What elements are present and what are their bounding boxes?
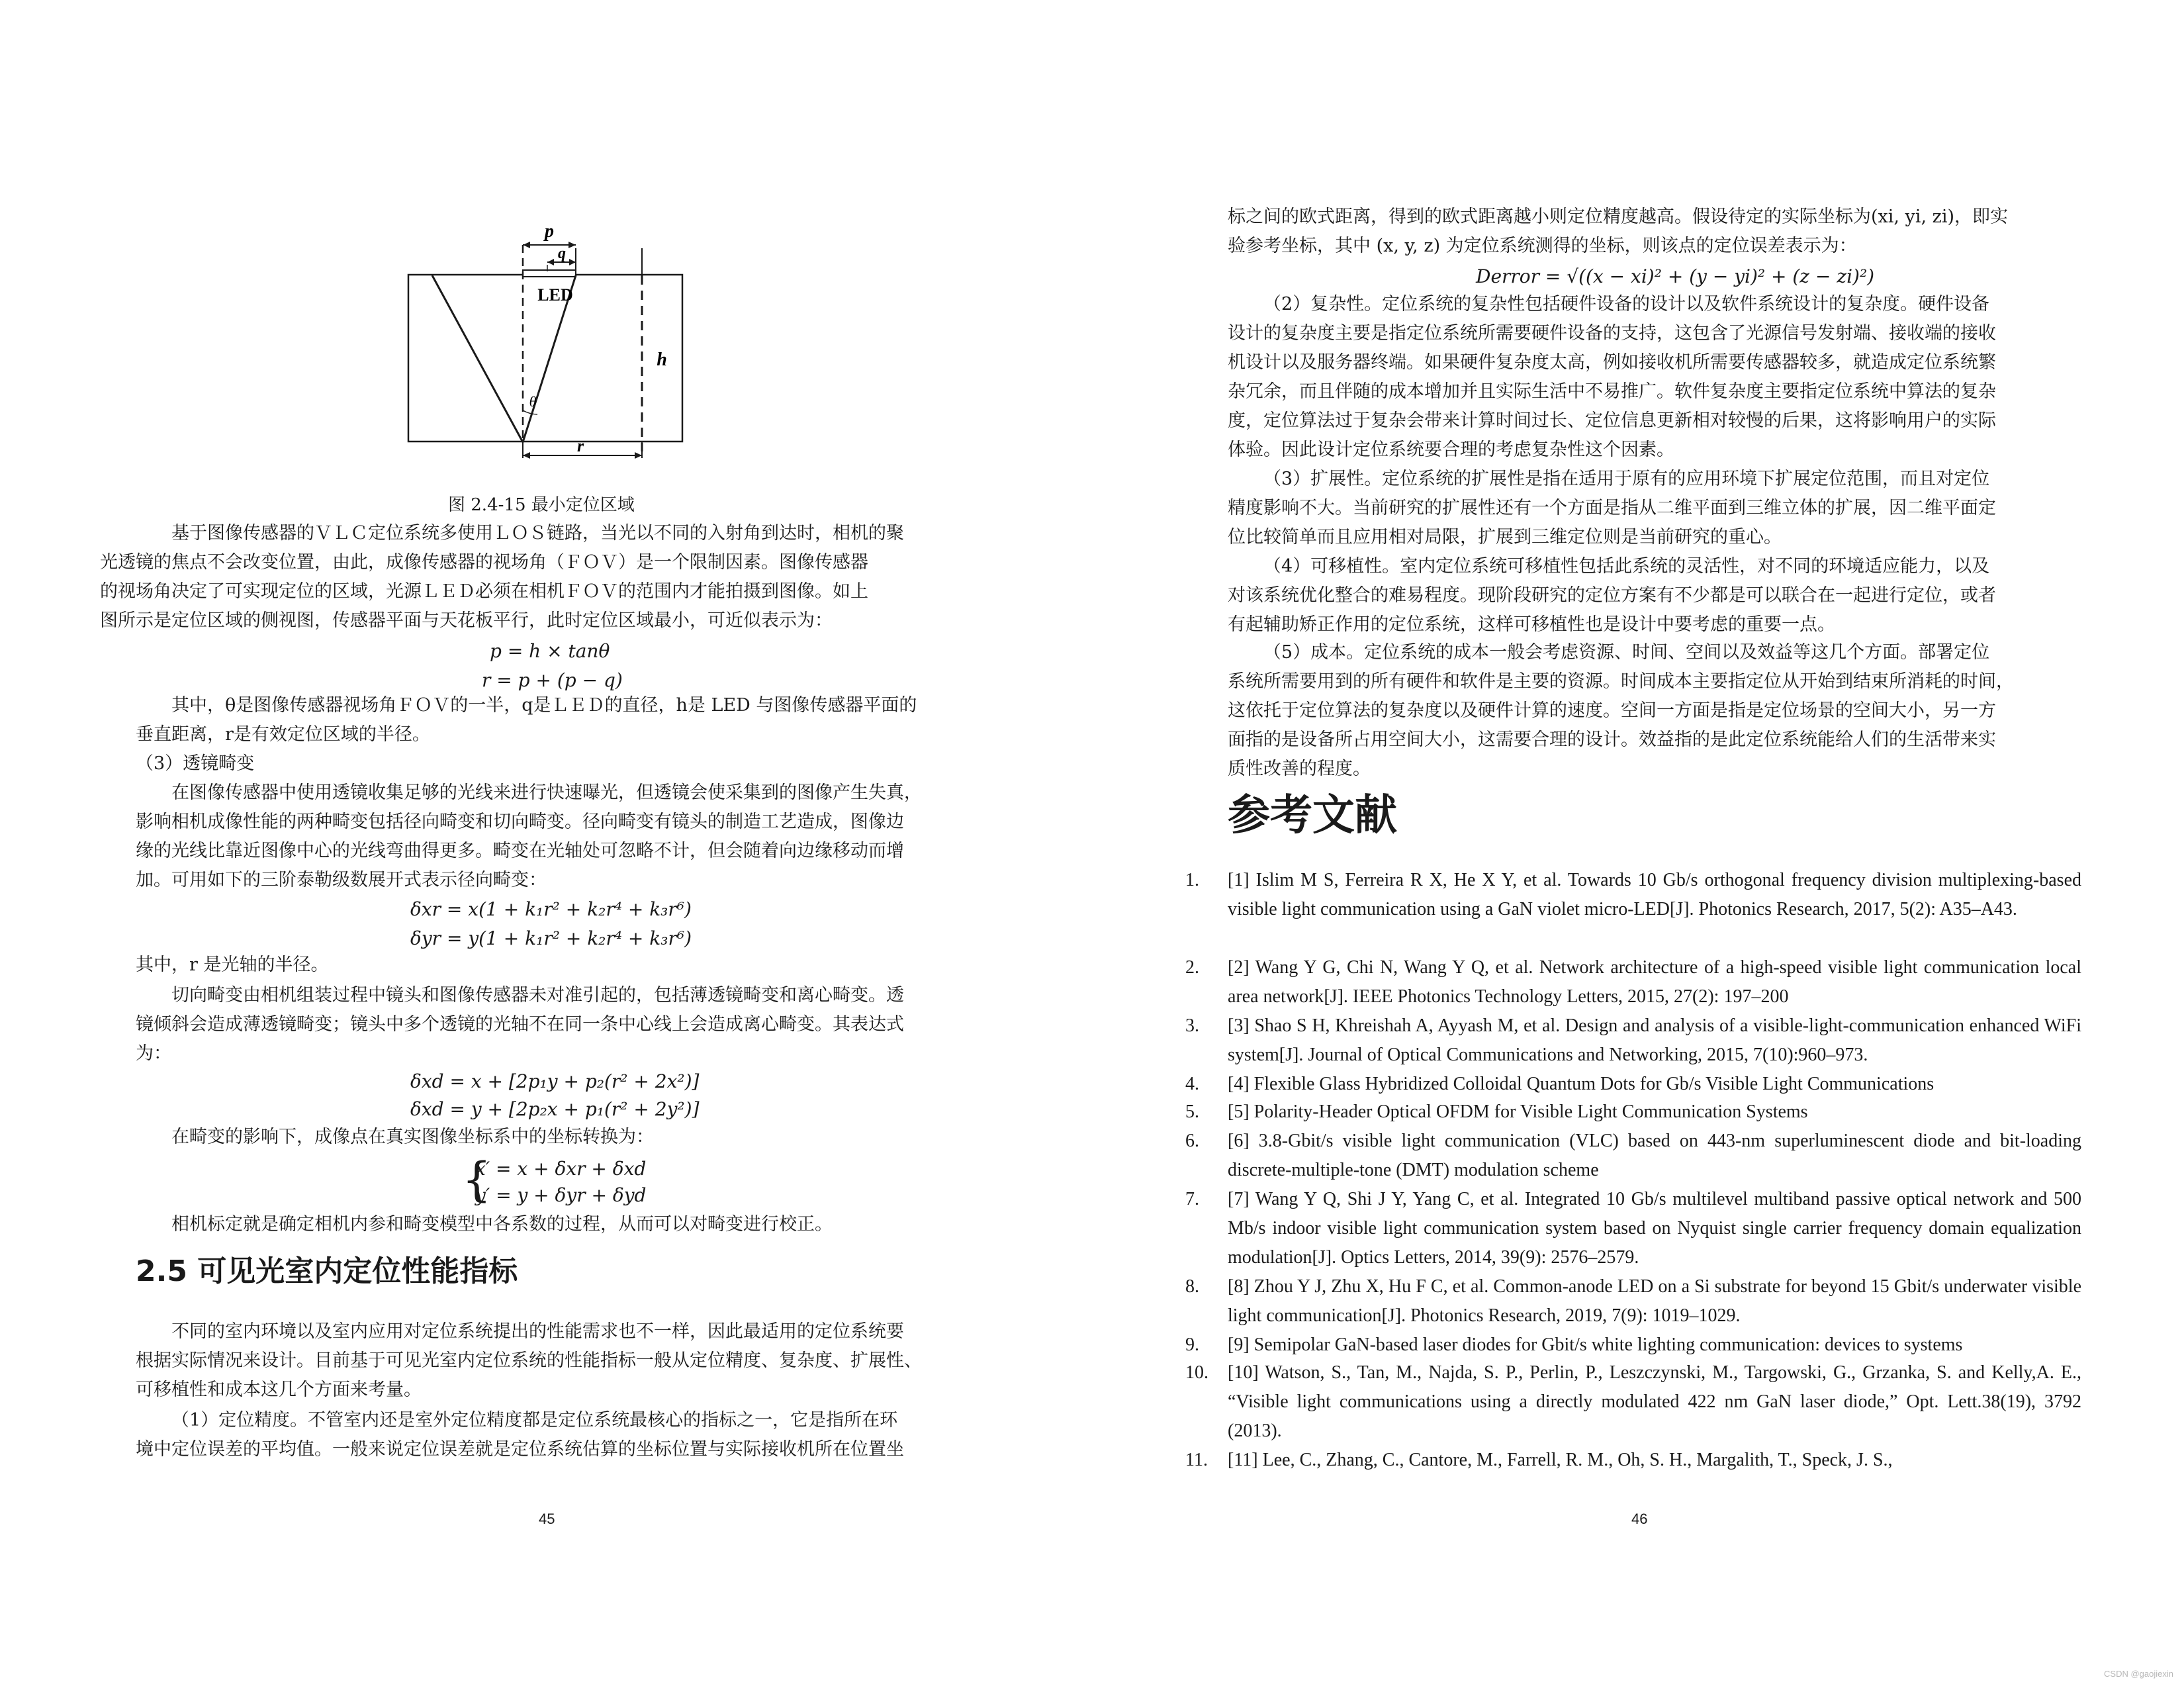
reference-item — [1185, 1098, 2081, 1127]
label-theta: θ — [529, 393, 537, 410]
equation-error: Derror = √((x − xi)² + (y − yi)² + (z − zi)²) — [1476, 265, 1875, 287]
reference-text: [4] Flexible Glass Hybridized Colloidal Quantum Dots for Gb/s Visible Light Communications — [1228, 1074, 1934, 1094]
reference-number: 6. — [1185, 1131, 1199, 1151]
paragraph: 不同的室内环境以及室内应用对定位系统提出的性能需求也不一样，因此最适用的定位系统要 根据实际情况来设计。目前基于可见光室内定位系统的性能指标一般从定位精度、复杂度、扩展性、 可移植性和成本这几个方面来考量。 — [136, 1321, 922, 1400]
paragraph: （2）复杂性。定位系统的复杂性包括硬件设备的设计以及软件系统设计的复杂度。硬件设备 设计的复杂度主要是指定位系统所需要硬件设备的支持，这包含了光源信号发射端、接收端的接收 机设计以及服务器终端。如果硬件复杂度太高，例如接收机所需要传感器较多，就造成定位系统繁 杂冗余，而且伴随的成本增加并且实际生活中不易推广。软件复杂度主要指定位系统中算法的复杂 度，定位算法过于复杂会带来计算时间过长、定位信息更新相对较慢的后果，这将影响用户的实际 体验。因此设计定位系统要合理的考虑复杂性这个因素。 — [1228, 294, 1996, 460]
reference-item — [1185, 866, 2081, 924]
label-h: h — [657, 350, 667, 370]
reference-item — [1185, 1011, 2081, 1070]
reference-number: 5. — [1185, 1102, 1199, 1122]
references-heading: 参考文献 — [1228, 791, 1397, 840]
reference-text: [11] Lee, C., Zhang, C., Cantore, M., Farrell, R. M., Oh, S. H., Margalith, T., Speck, J. S., — [1228, 1450, 1893, 1470]
label-led: LED — [537, 285, 573, 305]
paragraph: （4）可移植性。室内定位系统可移植性包括此系统的灵活性，对不同的环境适应能力，以及 对该系统优化整合的难易程度。现阶段研究的定位方案有不少都是可以联合在一起进行定位，或者 有起辅助矫正作用的定位系统，这样可移植性也是设计中要考虑的重要一点。 — [1228, 556, 1996, 635]
reference-text: [3] Shao S H, Khreishah A, Ayyash M, et al. Design and analysis of a visible-light-communication enhanced WiFi system[J]. Journal of Optical Communications and Networking, 2015, 7(10):960–973. — [1228, 1015, 2081, 1065]
reference-number: 11. — [1185, 1450, 1208, 1470]
equation-r: r = p + (p − q) — [482, 669, 623, 691]
reference-number: 8. — [1185, 1276, 1199, 1297]
equation-tangential-x: δxd = x + [2p₁y + p₂(r² + 2x²)] — [410, 1070, 700, 1092]
reference-text: [2] Wang Y G, Chi N, Wang Y Q, et al. Network architecture of a high-speed visible light communication local area network[J]. IEEE Photonics Technology Letters, 2015, 27(2): 197–200 — [1228, 957, 2081, 1007]
brace: { — [462, 1152, 492, 1207]
paragraph: 在畸变的影响下，成像点在真实图像坐标系中的坐标转换为： — [171, 1127, 654, 1147]
reference-number: 4. — [1185, 1074, 1199, 1094]
equation-transform-y: y′ = y + δyr + δyd — [475, 1184, 647, 1206]
paragraph: （5）成本。定位系统的成本一般会考虑资源、时间、空间以及效益等这几个方面。部署定位 系统所需要用到的所有硬件和软件是主要的资源。时间成本主要指定位从开始到结束所消耗的时间， 这依托于定位算法的复杂度以及硬件计算的速度。空间一方面是指是定位场景的空间大小，另一方 面指的是设备所占用空间大小，这需要合理的设计。效益指的是此定位系统能给人们的生活带来实 质性改善的程度。 — [1228, 642, 2014, 779]
reference-text: [10] Watson, S., Tan, M., Najda, S. P., Perlin, P., Leszczynski, M., Targowski, G., Grzanka, S. and Kelly,A. E., “Visible light communications using a directly modulated 422 nm GaN laser diode,” Opt. Lett.38(19), 3792 (2013). — [1228, 1362, 2081, 1441]
reference-item — [1185, 1127, 2081, 1185]
equation-p: p = h × tanθ — [490, 640, 610, 662]
paragraph: 切向畸变由相机组装过程中镜头和图像传感器未对准引起的，包括薄透镜畸变和离心畸变。透 镜倾斜会造成薄透镜畸变；镜头中多个透镜的光轴不在同一条中心线上会造成离心畸变。其表达式 为： — [136, 985, 904, 1064]
reference-text: [1] Islim M S, Ferreira R X, He X Y, et al. Towards 10 Gb/s orthogonal frequency division multiplexing-based visible light communication using a GaN violet micro-LED[J]. Photonics Research, 2017, 5(2): A35–A43. — [1228, 870, 2081, 919]
reference-text: [5] Polarity-Header Optical OFDM for Visible Light Communication Systems — [1228, 1102, 1808, 1122]
paragraph: 相机标定就是确定相机内参和畸变模型中各系数的过程，从而可以对畸变进行校正。 — [171, 1214, 833, 1235]
minimum-positioning-area-figure — [407, 218, 685, 470]
reference-number: 3. — [1185, 1015, 1199, 1036]
reference-text: [7] Wang Y Q, Shi J Y, Yang C, et al. Integrated 10 Gb/s multilevel multiband passive optical network and 500 Mb/s indoor visible light communication system based on Nyquist single carrier frequency domain equalization modulation[J]. Optics Letters, 2014, 39(9): 2576–2579. — [1228, 1189, 2081, 1268]
section-heading: 2.5 可见光室内定位性能指标 — [136, 1254, 518, 1288]
label-r: r — [576, 436, 584, 455]
label-q: q — [558, 245, 566, 262]
equation-radial-y: δyr = y(1 + k₁r² + k₂r⁴ + k₃r⁶) — [410, 927, 692, 949]
reference-item — [1185, 1358, 2081, 1446]
reference-item — [1185, 1446, 2081, 1475]
reference-number: 2. — [1185, 957, 1199, 978]
figure-caption: 图 2.4-15 最小定位区域 — [448, 495, 635, 515]
reference-item — [1185, 953, 2081, 1011]
paragraph: 其中，θ是图像传感器视场角ＦＯＶ的一半，q是ＬＥＤ的直径，h是 LED 与图像传感器平面的 垂直距离，r是有效定位区域的半径。 — [136, 695, 917, 745]
watermark: CSDN @gaojiexin — [2104, 1669, 2173, 1679]
paragraph: 基于图像传感器的ＶＬＣ定位系统多使用ＬＯＳ链路，当光以不同的入射角到达时，相机的聚 光透镜的焦点不会改变位置，由此，成像传感器的视场角（ＦＯＶ）是一个限制因素。图像传感器 的视场角决定了可实现定位的区域，光源ＬＥＤ必须在相机ＦＯＶ的范围内才能拍摄到图像。如上 图所示是定位区域的侧视图，传感器平面与天花板平行，此时定位区域最小，可近似表示为： — [100, 523, 904, 631]
page-number: 46 — [1631, 1511, 1648, 1527]
reference-text: [8] Zhou Y J, Zhu X, Hu F C, et al. Common-anode LED on a Si substrate for beyond 15 Gbit/s underwater visible light communication[J]. Photonics Research, 2019, 7(9): 1019–1029. — [1228, 1276, 2081, 1326]
reference-text: [6] 3.8-Gbit/s visible light communication (VLC) based on 443-nm superluminescent diode and bit-loading discrete-multiple-tone (DMT) modulation scheme — [1228, 1131, 2081, 1180]
equation-tangential-y: δxd = y + [2p₂x + p₁(r² + 2y²)] — [410, 1098, 700, 1120]
equation-radial-x: δxr = x(1 + k₁r² + k₂r⁴ + k₃r⁶) — [410, 898, 692, 920]
paragraph: 在图像传感器中使用透镜收集足够的光线来进行快速曝光，但透镜会使采集到的图像产生失真， 影响相机成像性能的两种畸变包括径向畸变和切向畸变。径向畸变有镜头的制造工艺造成，图像边 缘的光线比靠近图像中心的光线弯曲得更多。畸变在光轴处可忽略不计，但会随着向边缘移动而增 加。可用如下的三阶泰勒级数展开式表示径向畸变： — [136, 782, 922, 890]
paragraph: （1）定位精度。不管室内还是室外定位精度都是定位系统最核心的指标之一，它是指所在环 境中定位误差的平均值。一般来说定位误差就是定位系统估算的坐标位置与实际接收机所在位置坐 — [136, 1410, 904, 1460]
reference-item — [1185, 1070, 2081, 1099]
subheading-lens-distortion: （3）透镜畸变 — [136, 753, 255, 774]
paragraph: 其中，r 是光轴的半径。 — [136, 955, 329, 975]
paragraph: （3）扩展性。定位系统的扩展性是指在适用于原有的应用环境下扩展定位范围，而且对定位 精度影响不大。当前研究的扩展性还有一个方面是指从二维平面到三维立体的扩展，因二维平面定 位比较简单而且应用相对局限，扩展到三维定位则是当前研究的重心。 — [1228, 469, 1996, 547]
page-number: 45 — [539, 1511, 555, 1527]
equation-transform-x: x′ = x + δxr + δxd — [475, 1158, 647, 1180]
reference-number: 10. — [1185, 1362, 1208, 1383]
label-p: p — [545, 221, 554, 242]
reference-number: 1. — [1185, 870, 1199, 890]
reference-item — [1185, 1331, 2081, 1360]
paragraph: 标之间的欧式距离，得到的欧式距离越小则定位精度越高。假设待定的实际坐标为(xi, yi, zi)，即实 验参考坐标，其中 (x, y, z) 为定位系统测得的坐标，则该点的定位误差表示为： — [1228, 207, 2009, 256]
reference-number: 9. — [1185, 1335, 1199, 1355]
reference-item — [1185, 1272, 2081, 1331]
reference-item — [1185, 1185, 2081, 1272]
reference-text: [9] Semipolar GaN-based laser diodes for Gbit/s white lighting communication: devices to systems — [1228, 1335, 1963, 1355]
page-right — [1092, 0, 2184, 1688]
reference-number: 7. — [1185, 1189, 1199, 1209]
